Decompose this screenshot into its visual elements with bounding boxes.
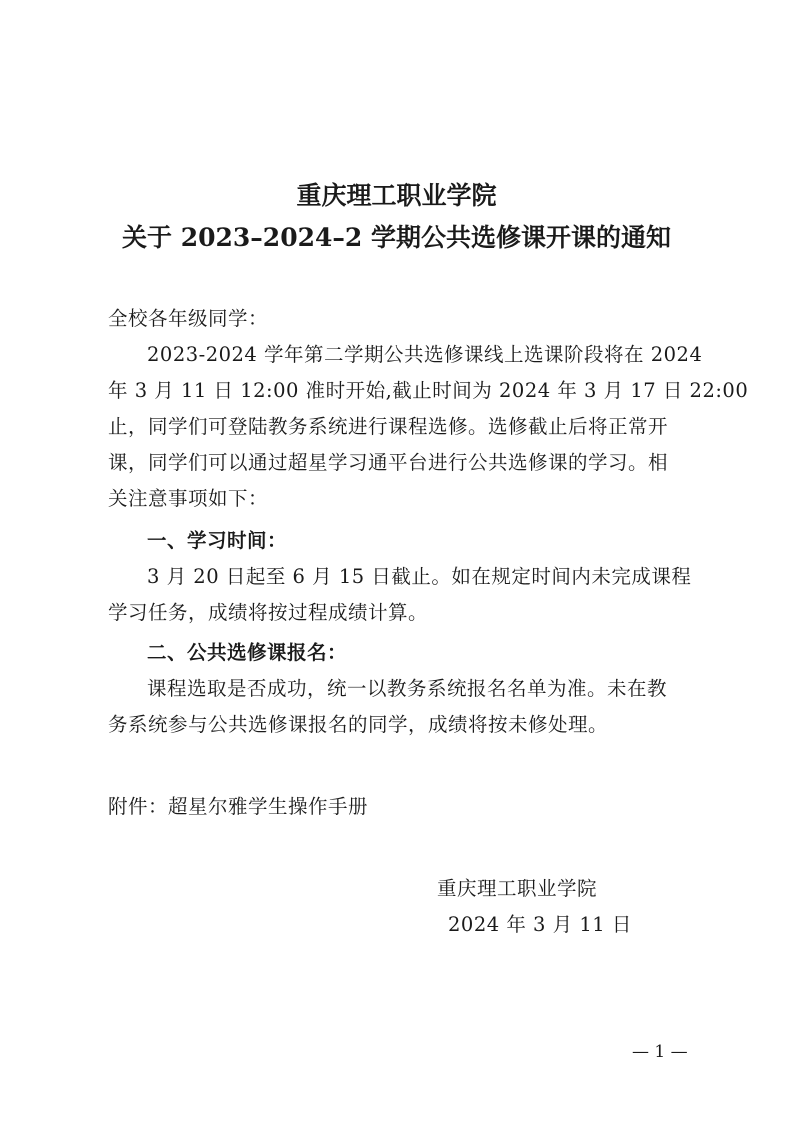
intro-line: 关注意事项如下： — [108, 487, 269, 510]
intro-line: 2023-2024 学年第二学期公共选修课线上选课阶段将在 2024 — [147, 343, 703, 366]
section-heading-registration: 二、公共选修课报名： — [147, 641, 348, 664]
section-heading-study-time: 一、学习时间： — [147, 529, 288, 552]
section-line: 务系统参与公共选修课报名的同学，成绩将按未修处理。 — [108, 713, 609, 736]
salutation: 全校各年级同学： — [108, 307, 269, 330]
section-line: 学习任务，成绩将按过程成绩计算。 — [108, 601, 429, 624]
intro-line: 年 3 月 11 日 12:00 准时开始,截止时间为 2024 年 3 月 17 日 22:00 — [108, 379, 749, 402]
section-line: 3 月 20 日起至 6 月 15 日截止。如在规定时间内未完成课程 — [147, 565, 692, 588]
document-title-line-1: 重庆理工职业学院 — [296, 181, 497, 210]
signature-date: 2024 年 3 月 11 日 — [448, 913, 632, 936]
section-line: 课程选取是否成功，统一以教务系统报名名单为准。未在教 — [147, 677, 668, 700]
intro-line: 止，同学们可登陆教务系统进行课程选修。选修截止后将正常开 — [108, 415, 669, 438]
page-number: — 1 — — [632, 1042, 688, 1062]
document-title-line-2: 关于 2023–2024–2 学期公共选修课开课的通知 — [122, 223, 671, 252]
intro-line: 课，同学们可以通过超星学习通平台进行公共选修课的学习。相 — [108, 451, 669, 474]
attachment-note: 附件：超星尔雅学生操作手册 — [108, 795, 369, 818]
signature-org: 重庆理工职业学院 — [437, 877, 598, 900]
